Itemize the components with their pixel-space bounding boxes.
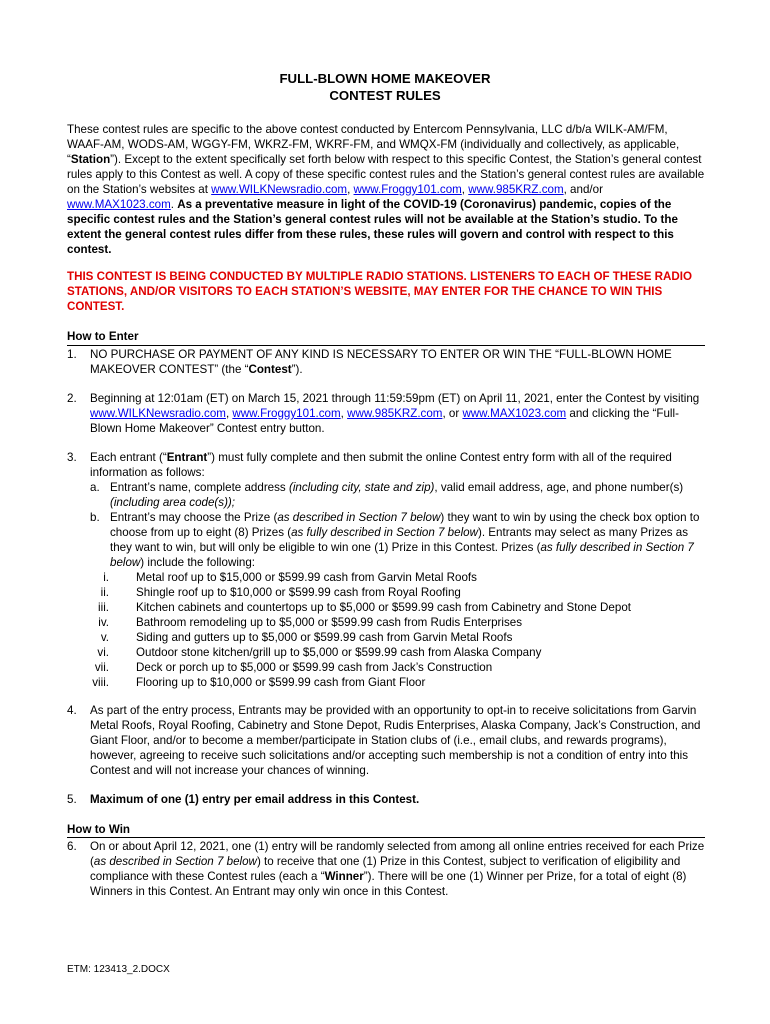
prize-item: viii. Flooring up to $10,000 or $599.99 cash from Giant Floor: [92, 676, 426, 689]
rule-item-4: 4. As part of the entry process, Entrants may be provided with an opportunity to opt-in to receive solicitations from Garvin Metal Roofs, Royal Roofing, Cabinetry and Stone Depot, Rudis Enterprises, Alaska Company, Jack’s Construction, and Giant Floor, and/or to become a member/participate in Station clubs of (i.e., email clubs, and rewards programs), however, agreeing to receive such solicitations and/or accepting such membership is not a condition of entry into this Contest and will not increase your chances of winning.: [67, 704, 701, 777]
title-line-2: CONTEST RULES: [329, 88, 441, 103]
rule-item-3b: b. Entrant’s may choose the Prize (as described in Section 7 below) they want to win by using the check box option to choose from up to eight (8) Prizes (as fully described in Section 7 below). Entrants may select as many Prizes as they want to win, but will only be eligible to win one (1) Prize in this Contest. Prizes (as fully described in Section 7 below) include the following:: [90, 511, 700, 569]
link-wilk[interactable]: www.WILKNewsradio.com: [211, 183, 348, 196]
document-footer: ETM: 123413_2.DOCX: [67, 964, 170, 975]
link-max[interactable]: www.MAX1023.com: [462, 407, 567, 420]
prize-item: iv. Bathroom remodeling up to $5,000 or $599.99 cash from Rudis Enterprises: [98, 616, 523, 629]
link-froggy[interactable]: www.Froggy101.com: [232, 407, 341, 420]
multi-station-notice: THIS CONTEST IS BEING CONDUCTED BY MULTIPLE RADIO STATIONS. LISTENERS TO EACH OF THESE RADIO STATIONS, AND/OR VISITORS TO EACH STATION’S WEBSITE, MAY ENTER FOR THE CHANCE TO WIN THIS CONTEST.: [67, 270, 693, 313]
prize-item: i. Metal roof up to $15,000 or $599.99 cash from Garvin Metal Roofs: [103, 571, 477, 584]
intro-paragraph: These contest rules are specific to the above contest conducted by Entercom Pennsylvania, LLC d/b/a WILK-AM/FM, WAAF-AM, WODS-AM, WGGY-FM, WKRZ-FM, WKRF-FM, and WMQX-FM (individually and collectively, as applicable, “Station”). Except to the extent specifically set forth below with respect to this specific Contest, the Station’s general contest rules apply to this Contest as well. A copy of these specific contest rules and the Station’s general contest rules are available on the Station’s websites at www.WILKNewsradio.com, www.Froggy101.com, www.985KRZ.com, and/or www.MAX1023.com. As a preventative measure in light of the COVID-19 (Coronavirus) pandemic, copies of the specific contest rules and the Station’s general contest rules will not be available at the Station’s studio. To the extent the general contest rules differ from these rules, these rules will govern and control with respect to this contest.: [67, 123, 705, 256]
rule-item-3a: a. Entrant’s name, complete address (including city, state and zip), valid email address, age, and phone number(s) (including area code(s));: [90, 481, 684, 509]
station-term: Station: [70, 153, 111, 166]
rule-item-2: 2. Beginning at 12:01am (ET) on March 15, 2021 through 11:59:59pm (ET) on April 11, 2021, enter the Contest by visiting www.WILKNewsradio.com, www.Froggy101.com, www.985KRZ.com, or www.MAX1023.com and clicking the “Full-Blown Home Makeover” Contest entry button.: [67, 392, 700, 435]
rule-item-1: 1. NO PURCHASE OR PAYMENT OF ANY KIND IS NECESSARY TO ENTER OR WIN THE “FULL-BLOWN HOME MAKEOVER CONTEST” (the “Contest”).: [67, 348, 672, 376]
rule-item-3: 3. Each entrant (“Entrant”) must fully complete and then submit the online Contest entry form with all of the required information as follows: a. Entrant’s name, complete address (including city, state and zip), valid email address, age, and phone number(s) (including area code(s)); b. Entrant’s may choose the Prize (as described in Section 7 below) they want to win by using the check box option to choose from up to eight (8) Prizes (as fully described in Section 7 below). Entrants may select as many Prizes as they want to win, but will only be eligible to win one (1) Prize in this Contest. Prizes (as fully described in Section 7 below) include the following: i. Metal roof up to $15,000 or $599.99 cash from Garvin Metal Roofs ii. Shingle roof up to $10,000 or $599.99 cash from Royal Roofing iii. Kitchen cabinets and countertops up to $5,000 or $599.99 cash from Cabinetry and Stone Depot iv. Bathroom remodeling up to $5,000 or $599.99 cash from Rudis Enterprises v. Siding and gutters up to $5,000 or $599.99 cash from Garvin Metal Roofs vi. Outdoor stone kitchen/grill up to $5,000 or $599.99 cash from Alaska Company vii. Deck or porch up to $5,000 or $599.99 cash from Jack’s Construction viii. Flooring up to $10,000 or $599.99 cash from Giant Floor: [67, 450, 707, 690]
link-max[interactable]: www.MAX1023.com: [67, 198, 171, 211]
document-title: [0, 70, 770, 104]
covid-notice: As a preventative measure in light of the COVID-19 (Coronavirus) pandemic, copies of the specific contest rules and the Station’s general contest rules will not be available at the Station’s studio. To the extent the general contest rules differ from these rules, these rules will govern and control with respect to this contest.: [67, 198, 678, 256]
link-krz[interactable]: www.985KRZ.com: [468, 183, 564, 196]
link-krz[interactable]: www.985KRZ.com: [347, 407, 443, 420]
prize-item: v. Siding and gutters up to $5,000 or $599.99 cash from Garvin Metal Roofs: [100, 631, 513, 644]
rule-item-5: 5. Maximum of one (1) entry per email address in this Contest.: [67, 793, 420, 806]
prize-item: ii. Shingle roof up to $10,000 or $599.99 cash from Royal Roofing: [100, 586, 461, 599]
heading-rule: [67, 837, 705, 838]
link-wilk[interactable]: www.WILKNewsradio.com: [90, 407, 226, 420]
prize-item: vii. Deck or porch up to $5,000 or $599.99 cash from Jack’s Construction: [94, 661, 493, 674]
heading-rule: [67, 345, 705, 346]
link-froggy[interactable]: www.Froggy101.com: [353, 183, 462, 196]
prize-item: vi. Outdoor stone kitchen/grill up to $5,000 or $599.99 cash from Alaska Company: [97, 646, 542, 659]
prize-item: iii. Kitchen cabinets and countertops up to $5,000 or $599.99 cash from Cabinetry and Stone Depot: [98, 601, 631, 614]
title-line-1: FULL-BLOWN HOME MAKEOVER: [279, 71, 491, 86]
how-to-enter-heading: How to Enter: [67, 330, 139, 343]
rule-item-6: 6. On or about April 12, 2021, one (1) entry will be randomly selected from among all online entries received for each Prize (as described in Section 7 below) to receive that one (1) Prize in this Contest, subject to verification of eligibility and compliance with these Contest rules (each a “Winner”). There will be one (1) Winner per Prize, for a total of eight (8) Winners in this Contest. An Entrant may only win once in this Contest.: [67, 840, 705, 898]
how-to-win-heading: How to Win: [67, 823, 131, 836]
